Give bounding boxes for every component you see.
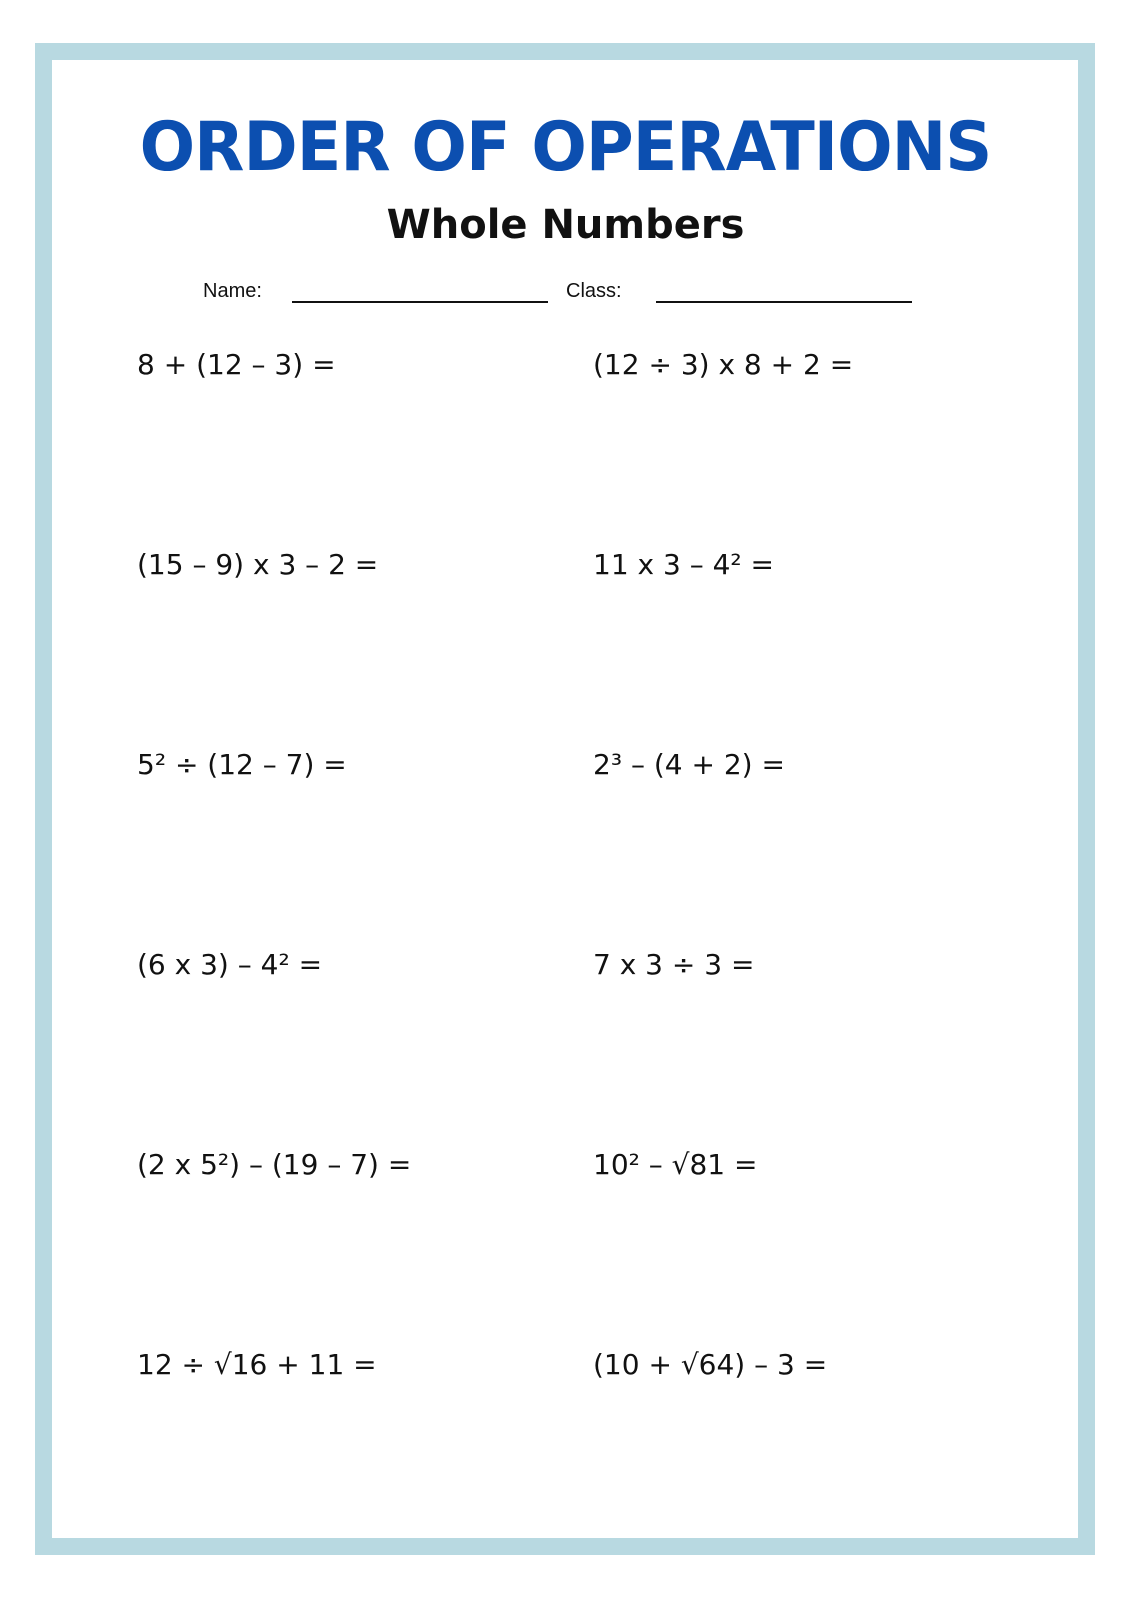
name-field-line[interactable] xyxy=(292,301,548,303)
problem-12: (10 + √64) – 3 = xyxy=(593,1348,828,1381)
problem-7: (6 x 3) – 4² = xyxy=(137,948,323,981)
name-label: Name: xyxy=(203,280,262,302)
problem-4: 11 x 3 – 4² = xyxy=(593,548,775,581)
problem-9: (2 x 5²) – (19 – 7) = xyxy=(137,1148,412,1181)
problem-11: 12 ÷ √16 + 11 = xyxy=(137,1348,377,1381)
problem-5: 5² ÷ (12 – 7) = xyxy=(137,748,347,781)
problem-8: 7 x 3 ÷ 3 = xyxy=(593,948,755,981)
problem-1: 8 + (12 – 3) = xyxy=(137,348,336,381)
problem-6: 2³ – (4 + 2) = xyxy=(593,748,785,781)
worksheet-title: ORDER OF OPERATIONS xyxy=(139,108,992,187)
class-field-line[interactable] xyxy=(656,301,912,303)
class-label: Class: xyxy=(566,280,622,302)
worksheet-subtitle: Whole Numbers xyxy=(386,202,745,248)
problem-3: (15 – 9) x 3 – 2 = xyxy=(137,548,379,581)
page-border-frame xyxy=(35,43,1095,1555)
problem-2: (12 ÷ 3) x 8 + 2 = xyxy=(593,348,854,381)
problem-10: 10² – √81 = xyxy=(593,1148,758,1181)
